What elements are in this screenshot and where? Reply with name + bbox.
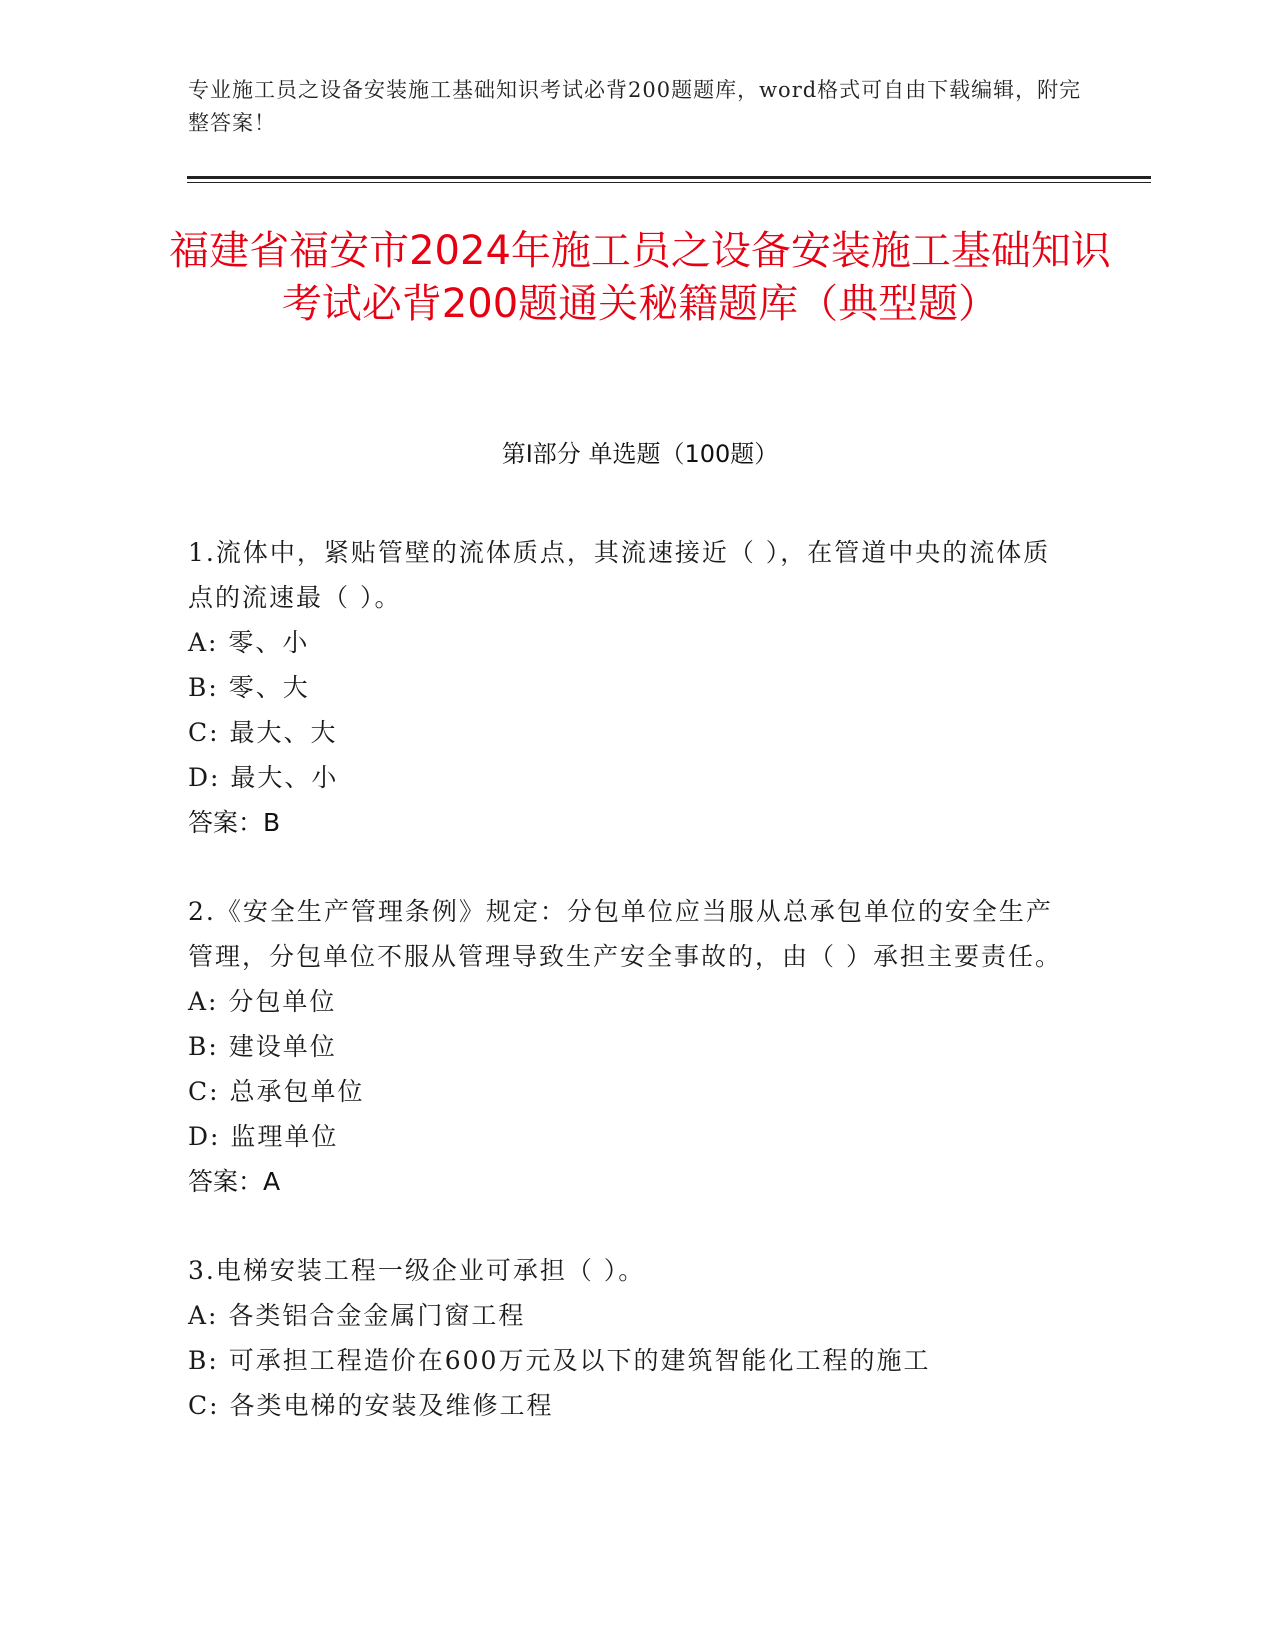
option-b: B: 建设单位 [188, 1032, 337, 1061]
question-list [188, 530, 1068, 1472]
header-rule-thick [187, 176, 1151, 179]
option-d: D: 最大、小 [188, 763, 339, 792]
option-c: C: 最大、大 [188, 718, 338, 747]
option-b: B: 可承担工程造价在600万元及以下的建筑智能化工程的施工 [188, 1346, 931, 1375]
section-title: 第Ⅰ部分 单选题（100题） [501, 440, 779, 468]
question-1 [188, 530, 1068, 845]
answer: 答案：A [188, 1167, 281, 1196]
question-stem: 1.流体中，紧贴管壁的流体质点，其流速接近（ ），在管道中央的流体质点的流速最（ ）。 [188, 538, 1051, 612]
question-stem: 3.电梯安装工程一级企业可承担（ ）。 [188, 1256, 646, 1285]
option-a: A: 分包单位 [188, 987, 337, 1016]
question-3 [188, 1248, 1068, 1428]
option-c: C: 总承包单位 [188, 1077, 365, 1106]
option-d: D: 监理单位 [188, 1122, 339, 1151]
option-a: A: 零、小 [188, 628, 310, 657]
option-a: A: 各类铝合金金属门窗工程 [188, 1301, 526, 1330]
header-rule-thin [187, 182, 1151, 183]
answer: 答案：B [188, 808, 281, 837]
question-2 [188, 889, 1068, 1204]
option-b: B: 零、大 [188, 673, 310, 702]
document-title: 福建省福安市2024年施工员之设备安装施工基础知识考试必背200题通关秘籍题库（典型题） [169, 228, 1111, 327]
question-stem: 2.《安全生产管理条例》规定：分包单位应当服从总承包单位的安全生产管理，分包单位不服从管理导致生产安全事故的，由（ ）承担主要责任。 [188, 897, 1062, 971]
header-note: 专业施工员之设备安装施工基础知识考试必背200题题库，word格式可自由下载编辑，附完整答案！ [188, 78, 1082, 135]
option-c: C: 各类电梯的安装及维修工程 [188, 1391, 554, 1420]
